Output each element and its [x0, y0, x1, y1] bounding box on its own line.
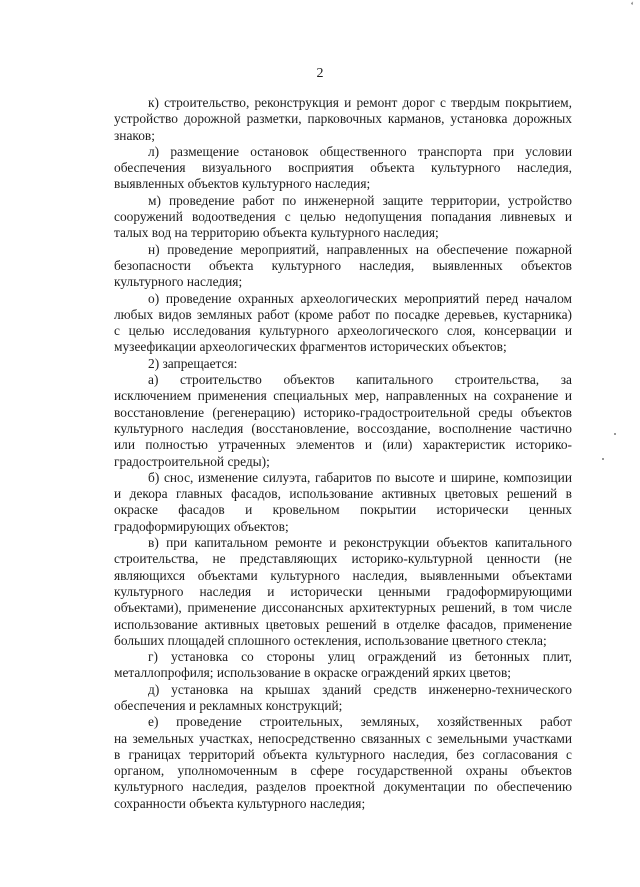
- text-line: органом, уполномоченным в сфере государственной охраны объектов: [114, 763, 572, 779]
- text-line: в) при капитальном ремонте и реконструкции объектов капитального: [148, 535, 572, 551]
- text-line: или полностью утраченных элементов и (или) характеристик историко-: [114, 437, 572, 453]
- paragraph-a: [114, 372, 572, 470]
- text-line: культурного наследия и исторически ценными градоформирующими: [114, 583, 572, 599]
- text-line: обеспечения и рекламных конструкций;: [114, 697, 343, 713]
- text-line: градоформирующих объектов;: [114, 518, 289, 534]
- paragraph-l: [114, 144, 572, 193]
- text-line: в границах территорий объекта культурного наследия, без согласования с: [114, 746, 572, 762]
- text-line: безопасности объекта культурного наследия, выявленных объектов: [114, 257, 572, 273]
- text-line: культурного наследия;: [114, 274, 243, 290]
- text-line: о) проведение охранных археологических мероприятий перед началом: [148, 290, 572, 306]
- scan-speck: [602, 458, 604, 460]
- text-line: м) проведение работ по инженерной защите территории, устройство: [148, 192, 572, 208]
- text-line: окраске фасадов и кровельном покрытии исторически ценных: [114, 502, 572, 518]
- text-line: н) проведение мероприятий, направленных на обеспечение пожарной: [148, 241, 572, 257]
- text-line: л) размещение остановок общественного транспорта при условии: [148, 143, 572, 159]
- text-line: восстановление (регенерацию) историко-градостроительной среды объектов: [114, 404, 572, 420]
- paragraph-v: [114, 535, 572, 649]
- text-line: и декора главных фасадов, использование активных цветовых решений в: [114, 486, 572, 502]
- paragraph-o: [114, 291, 572, 356]
- text-line: сохранности объекта культурного наследия;: [114, 795, 366, 811]
- text-line: б) снос, изменение силуэта, габаритов по высоте и ширине, композиции: [148, 469, 572, 485]
- text-line: исключением применения специальных мер, направленных на сохранение и: [114, 388, 572, 404]
- text-line: градостроительной среды);: [114, 453, 270, 469]
- text-line: культурного наследия, разделов проектной документации по обеспечению: [114, 779, 572, 795]
- paragraph-d: [114, 682, 572, 715]
- text-line: культурного наследия (восстановление, воссоздание, восполнение частично: [114, 420, 572, 436]
- paragraph-g: [114, 649, 572, 682]
- text-line: металлопрофиля; использование в окраске ограждений ярких цветов;: [114, 665, 511, 681]
- text-line: использование активных цветовых решений в отделке фасадов, применение: [114, 616, 572, 632]
- paragraph-n: [114, 242, 572, 291]
- text-line: г) установка со стороны улиц ограждений из бетонных плит,: [148, 649, 572, 665]
- corner-mark: ‘: [630, 0, 634, 12]
- paragraph-b: [114, 470, 572, 535]
- text-line: любых видов земляных работ (кроме работ по посадке деревьев, кустарника): [114, 306, 572, 322]
- text-line: сооружений водоотведения с целью недопущения попадания ливневых и: [114, 209, 572, 225]
- paragraph-2: [114, 356, 572, 372]
- text-line: е) проведение строительных, земляных, хозяйственных работ: [148, 714, 572, 730]
- text-line: талых вод на территорию объекта культурного наследия;: [114, 225, 439, 241]
- text-line: являющихся объектами культурного наследия, выявленными объектами: [114, 567, 572, 583]
- text-line: больших площадей сплошного остекления, использование цветного стекла;: [114, 632, 547, 648]
- text-line: устройство дорожной разметки, парковочных карманов, установка дорожных: [114, 111, 572, 127]
- text-line: объектами), применение диссонансных архитектурных решений, в том числе: [114, 600, 572, 616]
- body-text: [114, 95, 572, 812]
- text-line: д) установка на крышах зданий средств инженерно-технического: [148, 681, 572, 697]
- paragraph-m: [114, 193, 572, 242]
- text-line: обеспечения визуального восприятия объекта культурного наследия,: [114, 160, 572, 176]
- text-line: выявленных объектов культурного наследия;: [114, 176, 371, 192]
- text-line: 2) запрещается:: [148, 355, 238, 371]
- page-number: 2: [316, 66, 324, 81]
- scan-speck: [614, 433, 616, 435]
- paragraph-e: [114, 714, 572, 812]
- text-line: знаков;: [114, 127, 155, 143]
- text-line: на земельных участках, непосредственно связанных с земельными участками: [114, 730, 572, 746]
- text-line: музеефикации археологических фрагментов исторических объектов;: [114, 339, 507, 355]
- paragraph-k: [114, 95, 572, 144]
- text-line: с целью исследования культурного археологического слоя, консервации и: [114, 323, 572, 339]
- text-line: строительства, не представляющих историко-культурной ценности (не: [114, 551, 572, 567]
- text-line: к) строительство, реконструкция и ремонт дорог с твердым покрытием,: [148, 95, 572, 110]
- text-line: а) строительство объектов капитального строительства, за: [148, 372, 572, 388]
